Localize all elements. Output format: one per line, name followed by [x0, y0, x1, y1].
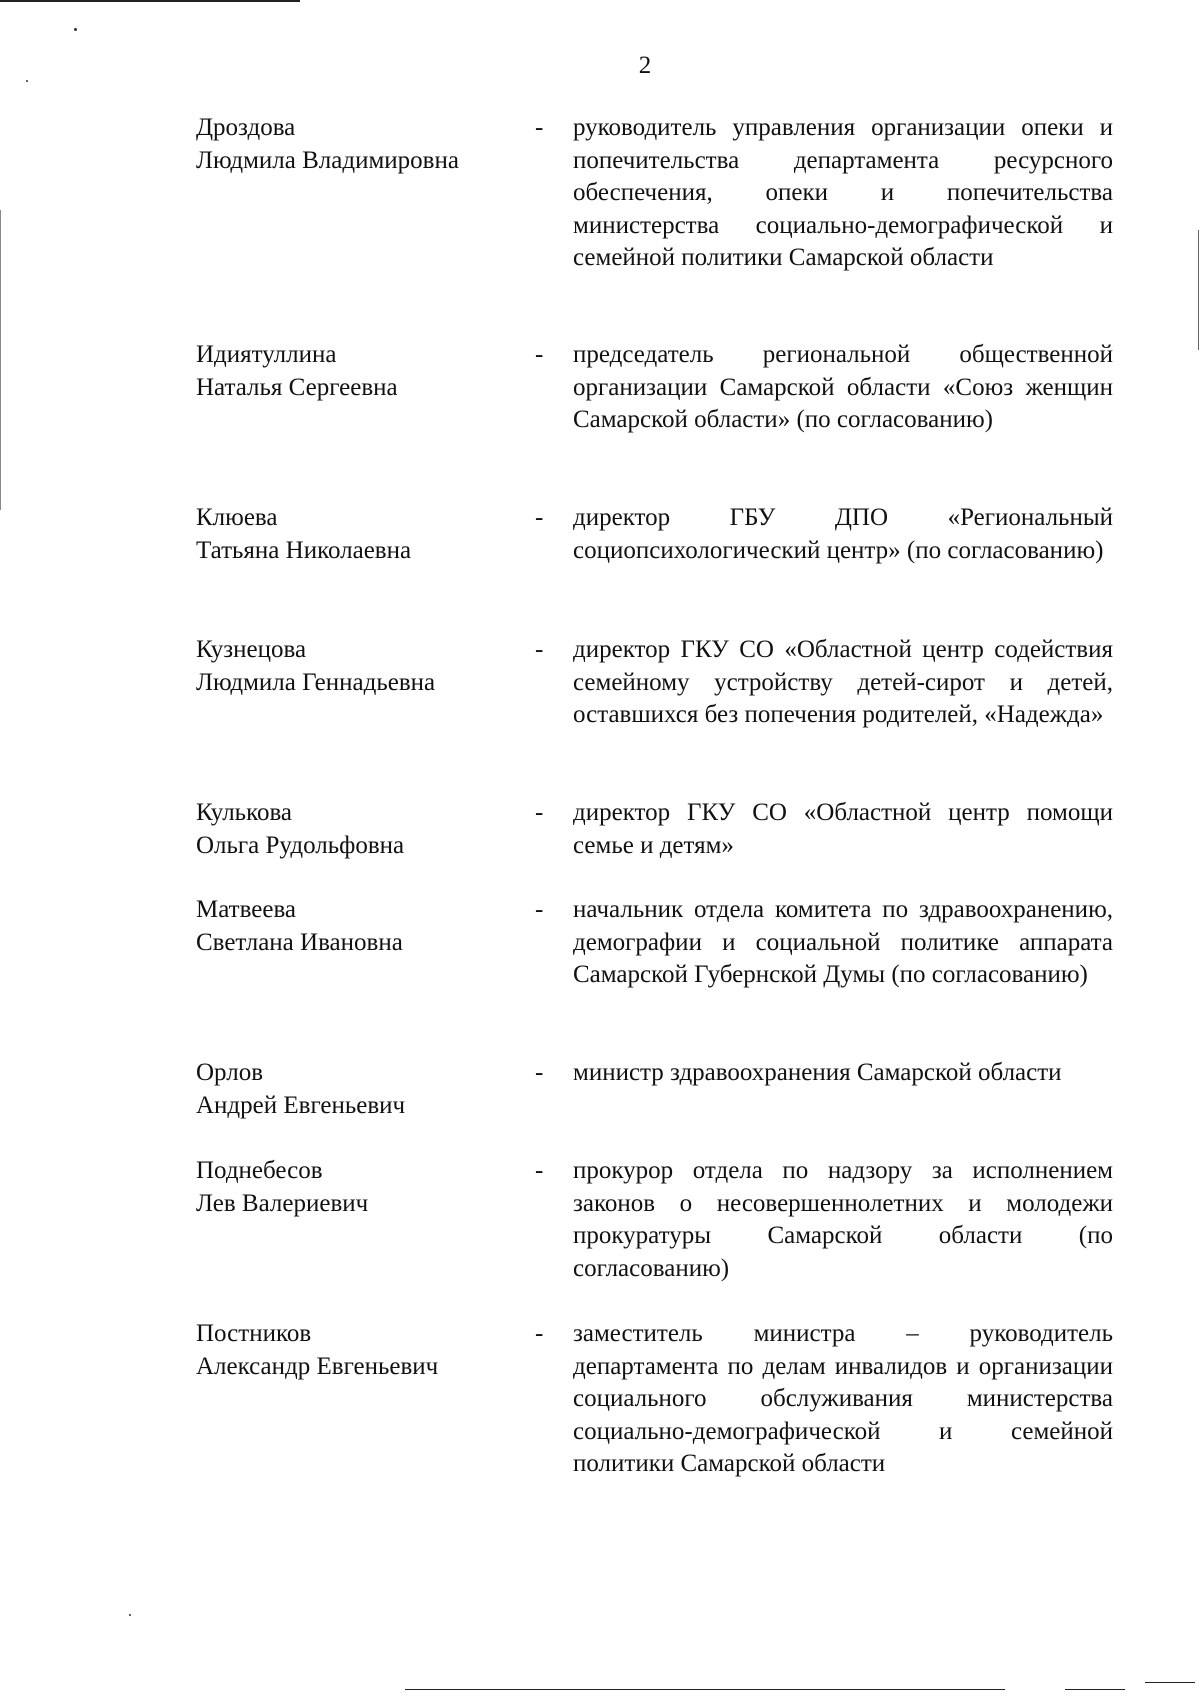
member-position: председатель региональной общественной организации Самарской области «Союз женщин Самарской области» (по согласованию)	[573, 341, 1113, 433]
member-name	[196, 1318, 526, 1383]
entry-dash: -	[535, 896, 544, 923]
member-position: директор ГКУ СО «Областной центр помощи семье и детям»	[573, 799, 1113, 859]
member-position: руководитель управления организации опеки и попечительства департамента ресурсного обеспечения, опеки и попечительства министерства социально-демографической и семейной политики Самарской области	[573, 114, 1113, 271]
member-surname: Постников	[196, 1320, 312, 1347]
entry-dash: -	[535, 1320, 544, 1347]
member-given-names: Ольга Рудольфовна	[196, 831, 405, 859]
entry-dash: -	[535, 341, 544, 368]
entry-dash: -	[535, 504, 544, 531]
scan-bottom-line-3	[1145, 1682, 1195, 1683]
member-position: директор ГБУ ДПО «Региональный социопсихологический центр» (по согласованию)	[573, 504, 1113, 564]
scan-edge-line-top	[0, 0, 300, 2]
member-surname: Орлов	[196, 1059, 264, 1086]
scan-speck	[74, 28, 77, 31]
scan-edge-line-right	[1198, 230, 1199, 350]
member-name	[196, 797, 526, 862]
scan-speck	[129, 1614, 131, 1616]
member-name	[196, 112, 526, 177]
member-name	[196, 1057, 526, 1122]
member-given-names: Татьяна Николаевна	[196, 536, 412, 564]
entry-dash: -	[535, 114, 544, 141]
member-position: директор ГКУ СО «Областной центр содействия семейному устройству детей-сирот и детей, оставшихся без попечения родителей, «Надежда»	[573, 636, 1113, 728]
member-surname: Кузнецова	[196, 636, 307, 663]
page-number: 2	[638, 52, 652, 79]
entry-dash: -	[535, 636, 544, 663]
scan-bottom-line-1	[405, 1689, 1005, 1690]
member-surname: Кулькова	[196, 799, 293, 826]
entry-dash: -	[535, 799, 544, 826]
member-position: прокурор отдела по надзору за исполнением законов о несовершеннолетних и молодежи прокуратуры Самарской области (по согласованию)	[573, 1157, 1113, 1282]
member-given-names: Людмила Геннадьевна	[196, 668, 436, 696]
member-position: заместитель министра – руководитель департамента по делам инвалидов и организации социального обслуживания министерства социально-демографической и семейной политики Самарской области	[573, 1320, 1113, 1477]
scan-bottom-line-2	[1065, 1689, 1125, 1690]
member-given-names: Людмила Владимировна	[196, 146, 459, 174]
member-surname: Поднебесов	[196, 1157, 323, 1184]
entry-dash: -	[535, 1157, 544, 1184]
member-given-names: Наталья Сергеевна	[196, 373, 398, 401]
member-position: начальник отдела комитета по здравоохранению, демографии и социальной политике аппарата Самарской Губернской Думы (по согласованию)	[573, 896, 1113, 988]
member-name	[196, 1155, 526, 1220]
entry-dash: -	[535, 1059, 544, 1086]
scan-edge-line-left	[0, 210, 1, 510]
member-given-names: Андрей Евгеньевич	[196, 1091, 406, 1119]
member-surname: Матвеева	[196, 896, 297, 923]
member-name	[196, 502, 526, 567]
member-given-names: Светлана Ивановна	[196, 928, 403, 956]
member-surname: Идиятуллина	[196, 341, 337, 368]
member-name	[196, 894, 526, 959]
member-surname: Клюева	[196, 504, 278, 531]
scan-speck	[26, 80, 28, 82]
member-given-names: Лев Валериевич	[196, 1189, 369, 1217]
member-name	[196, 339, 526, 404]
member-surname: Дроздова	[196, 114, 296, 141]
member-name	[196, 634, 526, 699]
member-position: министр здравоохранения Самарской области	[573, 1059, 1062, 1086]
member-given-names: Александр Евгеньевич	[196, 1352, 439, 1380]
